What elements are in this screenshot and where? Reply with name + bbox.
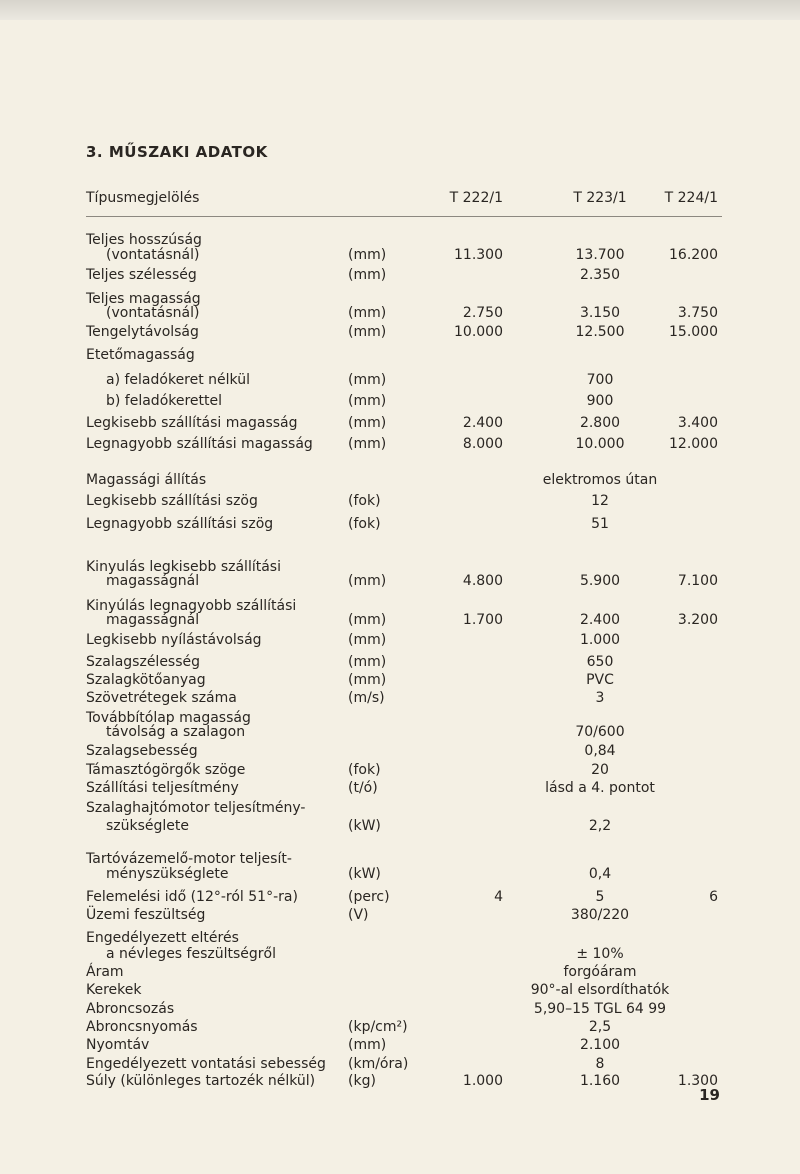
- value-t223: 2.400: [579, 612, 621, 628]
- row-label: Abroncsnyomás: [86, 1019, 198, 1035]
- row-label: magasságnál: [106, 612, 200, 628]
- page-top-edge: [0, 0, 800, 20]
- header-model-1: T 222/1: [449, 190, 503, 206]
- value-t223: 2.350: [579, 267, 621, 283]
- row-label: ményszükséglete: [106, 866, 229, 882]
- table-row: [0, 265, 800, 285]
- header-label: Típusmegjelölés: [86, 190, 200, 206]
- page-number: 19: [699, 1086, 720, 1104]
- table-row: [0, 434, 800, 454]
- row-label: Legkisebb szállítási szög: [86, 493, 258, 509]
- table-row: [0, 962, 800, 982]
- row-unit: (V): [348, 907, 369, 923]
- row-unit: (mm): [348, 573, 387, 589]
- row-label: Szállítási teljesítmény: [86, 780, 239, 796]
- row-label: Abroncsozás: [86, 1001, 175, 1017]
- row-label: Szalagszélesség: [86, 654, 201, 670]
- table-row: [0, 905, 800, 925]
- row-unit: (km/óra): [348, 1056, 409, 1072]
- table-row: [0, 245, 800, 265]
- row-unit: (fok): [348, 516, 381, 532]
- value-t224: 12.000: [669, 436, 718, 452]
- table-row: [0, 370, 800, 390]
- row-label: a névleges feszültségről: [106, 946, 276, 962]
- row-label: Legkisebb szállítási magasság: [86, 415, 298, 431]
- table-row: [0, 303, 800, 323]
- row-label: Támasztógörgők szöge: [86, 762, 246, 778]
- row-label: magasságnál: [106, 573, 200, 589]
- header-model-3: T 224/1: [664, 190, 718, 206]
- row-label: Szalaghajtómotor teljesítmény-: [86, 800, 306, 816]
- row-unit: (mm): [348, 324, 387, 340]
- row-unit: (mm): [348, 393, 387, 409]
- table-row: [0, 610, 800, 630]
- value-t222: 2.400: [462, 415, 503, 431]
- row-unit: (fok): [348, 762, 381, 778]
- table-row: [0, 1017, 800, 1037]
- table-row: [0, 670, 800, 690]
- value-t223: 900: [586, 393, 614, 409]
- value-t223: 1.160: [579, 1073, 621, 1089]
- row-label: Teljes szélesség: [86, 267, 197, 283]
- table-row: [0, 944, 800, 964]
- value-t224: 3.750: [677, 305, 718, 321]
- value-t222: 4.800: [462, 573, 503, 589]
- row-label: b) feladókerettel: [106, 393, 223, 409]
- table-row: [0, 571, 800, 591]
- row-label: Teljes hosszúság: [86, 232, 202, 248]
- value-t224: 1.300: [677, 1073, 718, 1089]
- table-row: [0, 999, 800, 1019]
- row-label: Áram: [86, 964, 124, 980]
- value-t223: 8: [595, 1056, 605, 1072]
- row-label: (vontatásnál): [106, 247, 200, 263]
- row-label: Kinyulás legkisebb szállítási: [86, 559, 281, 575]
- value-t222: 8.000: [462, 436, 503, 452]
- table-row: [0, 816, 800, 836]
- value-t223: 0,84: [584, 743, 616, 759]
- table-row: [0, 887, 800, 907]
- table-row: [0, 722, 800, 742]
- row-unit: (mm): [348, 654, 387, 670]
- value-t223: 51: [591, 516, 609, 532]
- row-label: Nyomtáv: [86, 1037, 150, 1053]
- row-unit: (mm): [348, 612, 387, 628]
- value-t223: 3: [595, 690, 605, 706]
- row-label: Legkisebb nyílástávolság: [86, 632, 262, 648]
- value-t222: 1.000: [462, 1073, 503, 1089]
- value-t222: 1.700: [462, 612, 503, 628]
- table-row: [0, 413, 800, 433]
- row-label: Továbbítólap magasság: [86, 710, 251, 726]
- table-row: [0, 688, 800, 708]
- row-unit: (mm): [348, 247, 387, 263]
- table-row: [0, 980, 800, 1000]
- value-t223: 380/220: [570, 907, 630, 923]
- table-row: [0, 345, 800, 365]
- table-row: [0, 514, 800, 534]
- value-t223: 70/600: [575, 724, 625, 740]
- table-row: [0, 778, 800, 798]
- row-unit: (m/s): [348, 690, 385, 706]
- value-t222: 2.750: [462, 305, 503, 321]
- row-unit: (mm): [348, 372, 387, 388]
- value-t224: 15.000: [669, 324, 718, 340]
- row-unit: (mm): [348, 1037, 387, 1053]
- table-row: [0, 491, 800, 511]
- row-label: Szövetrétegek száma: [86, 690, 237, 706]
- value-t223: 10.000: [575, 436, 625, 452]
- value-t223: 2,2: [588, 818, 612, 834]
- row-label: Súly (különleges tartozék nélkül): [86, 1073, 316, 1089]
- row-label: Teljes magasság: [86, 291, 201, 307]
- header-divider: [86, 216, 722, 217]
- table-row: [0, 630, 800, 650]
- row-label: a) feladókeret nélkül: [106, 372, 250, 388]
- row-label: Legnagyobb szállítási szög: [86, 516, 274, 532]
- value-t223: 90°-al elsordíthatók: [530, 982, 670, 998]
- table-row: [0, 652, 800, 672]
- row-unit: (t/ó): [348, 780, 378, 796]
- row-label: Magassági állítás: [86, 472, 207, 488]
- table-row: [0, 864, 800, 884]
- row-label: távolság a szalagon: [106, 724, 246, 740]
- table-row: [0, 741, 800, 761]
- page-title: 3. MŰSZAKI ADATOK: [86, 143, 268, 161]
- row-label: Üzemi feszültség: [86, 907, 206, 923]
- row-label: Engedélyezett eltérés: [86, 930, 239, 946]
- row-label: (vontatásnál): [106, 305, 200, 321]
- header-model-2: T 223/1: [573, 190, 627, 206]
- table-row: [0, 391, 800, 411]
- row-unit: (kg): [348, 1073, 376, 1089]
- value-t223: lásd a 4. pontot: [545, 780, 655, 796]
- row-label: Szalagsebesség: [86, 743, 198, 759]
- value-t224: 7.100: [677, 573, 718, 589]
- row-unit: (kW): [348, 866, 381, 882]
- value-t223: 3.150: [579, 305, 621, 321]
- value-t224: 3.400: [677, 415, 718, 431]
- table-row: [0, 322, 800, 342]
- row-label: Engedélyezett vontatási sebesség: [86, 1056, 326, 1072]
- value-t223: elektromos útan: [542, 472, 658, 488]
- row-label: Felemelési idő (12°-ról 51°-ra): [86, 889, 298, 905]
- value-t223: PVC: [586, 672, 614, 688]
- value-t223: 5,90–15 TGL 64 99: [533, 1001, 667, 1017]
- row-unit: (kW): [348, 818, 381, 834]
- value-t223: 1.000: [579, 632, 621, 648]
- value-t223: 650: [586, 654, 614, 670]
- value-t223: 0,4: [588, 866, 612, 882]
- row-unit: (mm): [348, 267, 387, 283]
- value-t223: 5: [595, 889, 605, 905]
- row-unit: (perc): [348, 889, 390, 905]
- row-unit: (fok): [348, 493, 381, 509]
- value-t223: 12.500: [575, 324, 625, 340]
- row-unit: (mm): [348, 436, 387, 452]
- table-row: [0, 1035, 800, 1055]
- row-label: Tartóvázemelő-motor teljesít-: [86, 851, 292, 867]
- value-t223: 20: [591, 762, 609, 778]
- table-row: [0, 798, 800, 818]
- row-label: Tengelytávolság: [86, 324, 199, 340]
- row-unit: (mm): [348, 672, 387, 688]
- value-t222: 10.000: [454, 324, 503, 340]
- value-t223: 2,5: [588, 1019, 612, 1035]
- table-row: [0, 760, 800, 780]
- value-t224: 6: [709, 889, 718, 905]
- value-t224: 3.200: [677, 612, 718, 628]
- value-t223: 2.800: [579, 415, 621, 431]
- value-t223: 5.900: [579, 573, 621, 589]
- row-unit: (mm): [348, 305, 387, 321]
- row-label: Szalagkötőanyag: [86, 672, 206, 688]
- value-t222: 4: [494, 889, 503, 905]
- value-t223: 700: [586, 372, 614, 388]
- value-t223: 13.700: [575, 247, 625, 263]
- row-unit: (mm): [348, 415, 387, 431]
- value-t223: ± 10%: [576, 946, 624, 962]
- row-label: Etetőmagasság: [86, 347, 195, 363]
- value-t223: 12: [591, 493, 609, 509]
- row-label: szükséglete: [106, 818, 190, 834]
- value-t224: 16.200: [669, 247, 718, 263]
- table-row: [0, 470, 800, 490]
- table-row: [0, 1071, 800, 1091]
- value-t222: 11.300: [454, 247, 503, 263]
- row-unit: (mm): [348, 632, 387, 648]
- value-t223: forgóáram: [563, 964, 637, 980]
- row-label: Legnagyobb szállítási magasság: [86, 436, 313, 452]
- row-unit: (kp/cm²): [348, 1019, 408, 1035]
- row-label: Kinyúlás legnagyobb szállítási: [86, 598, 297, 614]
- row-label: Kerekek: [86, 982, 142, 998]
- value-t223: 2.100: [579, 1037, 621, 1053]
